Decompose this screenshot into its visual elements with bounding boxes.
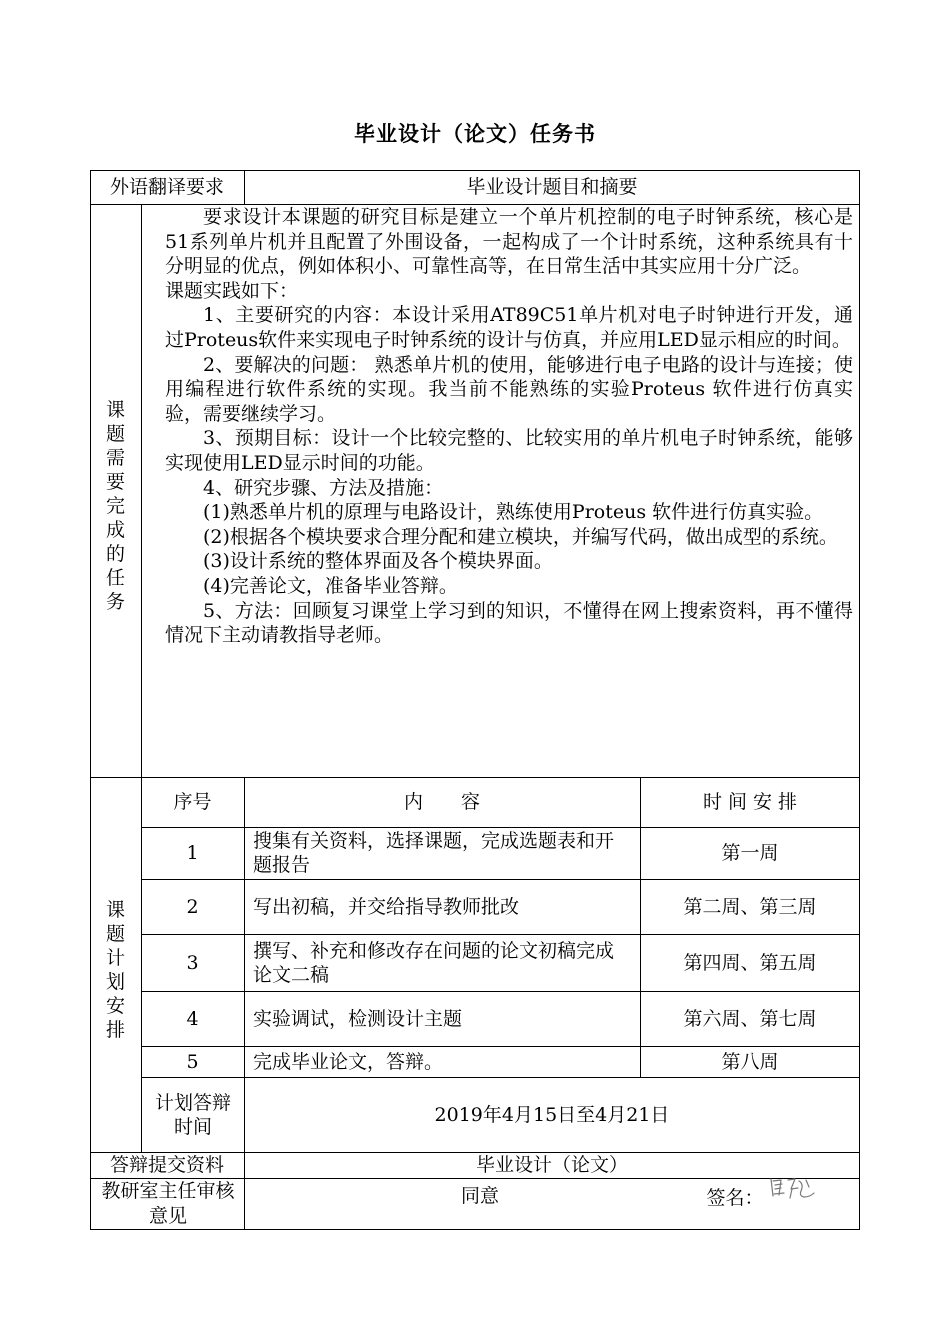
row-content: 完成毕业论文，答辩。 xyxy=(253,1050,444,1073)
task-section-label xyxy=(90,204,141,777)
review-label: 教研室主任审核意见 xyxy=(101,1180,235,1227)
label-char: 划 xyxy=(105,970,125,993)
row-time: 第六周、第七周 xyxy=(683,1007,817,1030)
column-header-no: 序号 xyxy=(173,791,212,813)
handwritten-signature xyxy=(768,1175,820,1201)
task-paragraph: 5、方法：回顾复习课堂上学习到的知识，不懂得在网上搜索资料，再不懂得情况下主动请教指导老师。 xyxy=(165,599,853,647)
label-char: 排 xyxy=(105,1018,125,1041)
header-topic-label: 毕业设计题目和摘要 xyxy=(466,176,638,198)
row-no: 1 xyxy=(186,842,199,864)
document-title: 毕业设计（论文）任务书 xyxy=(354,122,596,146)
column-header-content: 内 容 xyxy=(403,791,480,813)
label-char: 需 xyxy=(105,446,125,469)
label-char: 要 xyxy=(105,470,125,493)
label-char: 课 xyxy=(105,898,125,921)
label-char: 务 xyxy=(105,590,125,613)
sign-label: 签名： xyxy=(706,1187,764,1209)
task-paragraph: 1、主要研究的内容：本设计采用AT89C51单片机对电子时钟进行开发，通过Proteus软件来实现电子时钟系统的设计与仿真，并应用LED显示相应的时间。 xyxy=(165,304,853,351)
label-char: 安 xyxy=(105,994,125,1017)
row-content: 实验调试，检测设计主题 xyxy=(253,1007,463,1030)
row-content: 撰写、补充和修改存在问题的论文初稿完成论文二稿 xyxy=(253,939,615,986)
row-no: 4 xyxy=(186,1007,199,1030)
materials-label: 答辩提交资料 xyxy=(109,1154,224,1176)
task-paragraph: (4)完善论文，准备毕业答辩。 xyxy=(203,574,458,597)
task-paragraph: (2)根据各个模块要求合理分配和建立模块，并编写代码，做出成型的系统。 xyxy=(203,525,838,548)
label-char: 课 xyxy=(105,398,125,421)
label-char: 完 xyxy=(105,494,125,517)
row-no: 2 xyxy=(186,895,199,918)
task-paragraph: 4、研究步骤、方法及措施： xyxy=(203,476,444,499)
row-time: 第一周 xyxy=(721,842,779,864)
defense-time-value: 2019年4月15日至4月21日 xyxy=(434,1103,670,1126)
column-header-time: 时 间 安 排 xyxy=(702,791,798,813)
label-char: 的 xyxy=(105,542,125,565)
label-char: 计 xyxy=(105,946,125,969)
row-time: 第二周、第三周 xyxy=(683,895,817,918)
row-content: 搜集有关资料，选择课题，完成选题表和开题报告 xyxy=(253,830,615,876)
row-no: 5 xyxy=(186,1050,199,1073)
row-time: 第四周、第五周 xyxy=(683,951,817,974)
materials-value: 毕业设计（论文） xyxy=(475,1154,628,1176)
defense-time-label: 计划答辩时间 xyxy=(154,1091,231,1138)
row-content: 写出初稿，并交给指导教师批改 xyxy=(253,895,520,918)
label-char: 成 xyxy=(105,518,125,541)
header-translation-label: 外语翻译要求 xyxy=(109,176,224,198)
task-paragraph: (3)设计系统的整体界面及各个模块界面。 xyxy=(203,550,553,573)
task-paragraph: 3、预期目标：设计一个比较完整的、比较实用的单片机电子时钟系统，能够实现使用LED显示时间的功能。 xyxy=(165,427,853,474)
task-description xyxy=(165,205,853,648)
plan-section-label xyxy=(90,777,141,1152)
row-time: 第八周 xyxy=(721,1050,779,1073)
task-paragraph: 2、要解决的问题： 熟悉单片机的使用，能够进行电子电路的设计与连接；使用编程进行软件系统的实现。我当前不能熟练的实验Proteus 软件进行仿真实验，需要继续学习。 xyxy=(165,353,853,425)
label-char: 题 xyxy=(105,422,125,445)
review-opinion: 同意 xyxy=(460,1185,499,1207)
task-paragraph: 课题实践如下： xyxy=(165,279,299,302)
task-paragraph: (1)熟悉单片机的原理与电路设计，熟练使用Proteus 软件进行仿真实验。 xyxy=(203,501,824,524)
task-paragraph: 要求设计本课题的研究目标是建立一个单片机控制的电子时钟系统，核心是51系列单片机并且配置了外围设备，一起构成了一个计时系统，这种系统具有十分明显的优点，例如体积小、可靠性高等，在日常生活中其实应用十分广泛。 xyxy=(165,206,853,278)
label-char: 任 xyxy=(105,566,125,589)
label-char: 题 xyxy=(105,922,125,945)
row-no: 3 xyxy=(186,951,199,974)
